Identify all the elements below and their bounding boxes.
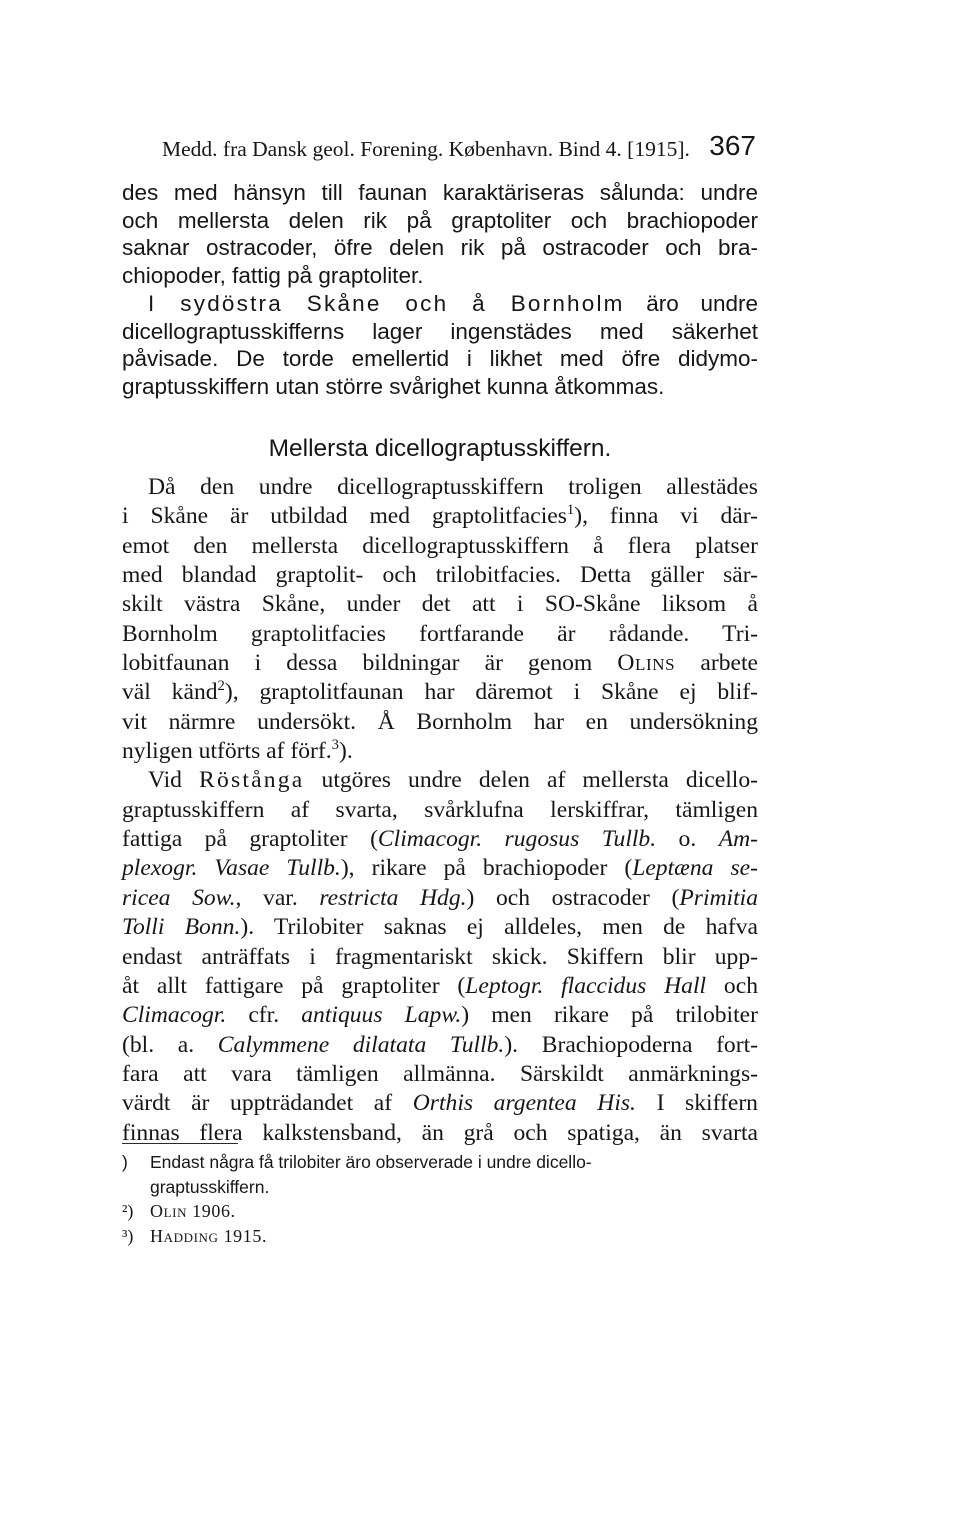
text-line: med blandad graptolit- och trilobitfacies. Detta gäller sär-	[122, 562, 758, 589]
species-name: antiquus Lapw.	[301, 1002, 462, 1029]
footnote-1-continuation: graptusskiffern.	[150, 1176, 270, 1197]
footnote-2: ²) Olin 1906.	[122, 1199, 758, 1224]
section-heading: Mellersta dicellograptusskiffern.	[268, 435, 612, 462]
text-line: vit närmre undersökt. Å Bornholm har en undersökning	[122, 708, 758, 735]
spaced-locality: I sydöstra Skåne och å Bornholm	[148, 290, 625, 316]
species-name: Am-	[718, 826, 758, 853]
text-line: des med hänsyn till faunan karaktäriseras sålunda: undre	[122, 180, 758, 205]
text-line: plexogr. Vasae Tullb.), rikare på brachiopoder (Leptæna se-	[122, 855, 758, 882]
text-line: endast anträffats i fragmentariskt skick. Skiffern blir upp-	[122, 943, 758, 970]
text-line: graptusskiffern utan större svårighet kunna åtkommas.	[122, 373, 665, 399]
footnotes	[122, 1150, 758, 1248]
text-line: Vid Röstånga utgöres undre delen af mellersta dicello-	[148, 767, 758, 794]
footnote-1: ) Endast några få trilobiter äro observerade i undre dicello-	[122, 1150, 758, 1175]
text-line: fara att vara tämligen allmänna. Särskildt anmärknings-	[122, 1060, 758, 1087]
species-name: Leptæna se-	[632, 855, 758, 882]
species-name: Primitia	[679, 884, 758, 911]
species-name: Orthis argentea His.	[412, 1090, 636, 1117]
species-name: Climacogr. rugosus Tullb.	[377, 826, 657, 853]
text-line: fattiga på graptoliter (Climacogr. rugosus Tullb. o. Am-	[122, 826, 758, 853]
species-name: Tolli Bonn.	[122, 914, 241, 941]
text-line: Då den undre dicellograptusskiffern troligen allestädes	[148, 474, 758, 500]
footnote-mark: )	[122, 1152, 128, 1172]
text-line: graptusskiffern af svarta, svårklufna lerskiffrar, tämligen	[122, 796, 758, 823]
species-name: plexogr. Vasae Tullb.	[122, 855, 341, 882]
footnote-mark: ²)	[122, 1201, 134, 1221]
footnote-mark: ³)	[122, 1225, 134, 1246]
text-line: väl känd$^2$), graptolitfaunan har däremot i Skåne ej blif-	[122, 678, 758, 706]
text-line: Climacogr. cfr. antiquus Lapw.) men rikare på trilobiter	[122, 1002, 758, 1029]
page-number: 367	[709, 130, 756, 161]
species-name: Calymmene dilatata Tullb.	[217, 1031, 505, 1058]
text-line: lobitfaunan i dessa bildningar är genom Olins arbete	[122, 650, 758, 677]
paragraph-classification	[122, 179, 758, 401]
footnote-ref: 1	[566, 502, 575, 519]
text-line: och mellersta delen rik på graptoliter och brachiopoder	[122, 207, 758, 233]
text-line: Tolli Bonn.). Trilobiter saknas ej alldeles, men de hafva	[122, 914, 758, 941]
footnote-rule	[122, 1143, 238, 1144]
author-name: Olins	[617, 650, 676, 677]
text-line: emot den mellersta dicellograptusskiffern å flera platser	[122, 532, 758, 559]
spaced-locality: Röstånga	[199, 767, 305, 794]
species-name: Climacogr.	[122, 1002, 227, 1029]
text-line: dicellograptusskifferns lager ingenstädes med säkerhet	[122, 318, 758, 344]
text-line: I sydöstra Skåne och å Bornholm äro undre	[148, 290, 758, 316]
species-name: restricta Hdg.	[319, 884, 467, 911]
text-line: finnas flera kalkstensband, än grå och spatiga, än svarta	[122, 1119, 758, 1146]
text-line: värdt är uppträdandet af Orthis argentea His. I skiffern	[122, 1090, 758, 1117]
footnote-ref: 2	[217, 678, 225, 695]
text-line: (bl. a. Calymmene dilatata Tullb.). Brachiopoderna fort-	[122, 1031, 758, 1058]
footnote-3: ³) Hadding 1915.	[122, 1224, 758, 1249]
footnote-ref: 3	[331, 737, 339, 754]
paragraph-body	[122, 473, 758, 1148]
text-line: åt allt fattigare på graptoliter (Leptogr. flaccidus Hall och	[122, 972, 758, 999]
text-line: saknar ostracoder, öfre delen rik på ostracoder och bra-	[122, 235, 758, 261]
text-line: chiopoder, fattig på graptoliter.	[122, 263, 424, 289]
journal-citation: Medd. fra Dansk geol. Forening. København. Bind 4. [1915].	[162, 137, 690, 161]
text-line: påvisade. De torde emellertid i likhet med öfre didymo-	[122, 346, 758, 372]
text-line: i Skåne är utbildad med graptolitfacies$^1$), finna vi där-	[122, 502, 758, 530]
text-line: Bornholm graptolitfacies fortfarande är rådande. Tri-	[122, 620, 758, 647]
text-line: nyligen utförts af förf.$^3$).	[122, 737, 353, 765]
text-line: ricea Sow., var. restricta Hdg.) och ostracoder (Primitia	[122, 884, 758, 911]
species-name: ricea Sow.	[122, 884, 236, 911]
text-line: skilt västra Skåne, under det att i SO-Skåne liksom å	[122, 591, 758, 618]
species-name: Leptogr. flaccidus Hall	[465, 972, 707, 999]
running-head	[122, 132, 758, 166]
